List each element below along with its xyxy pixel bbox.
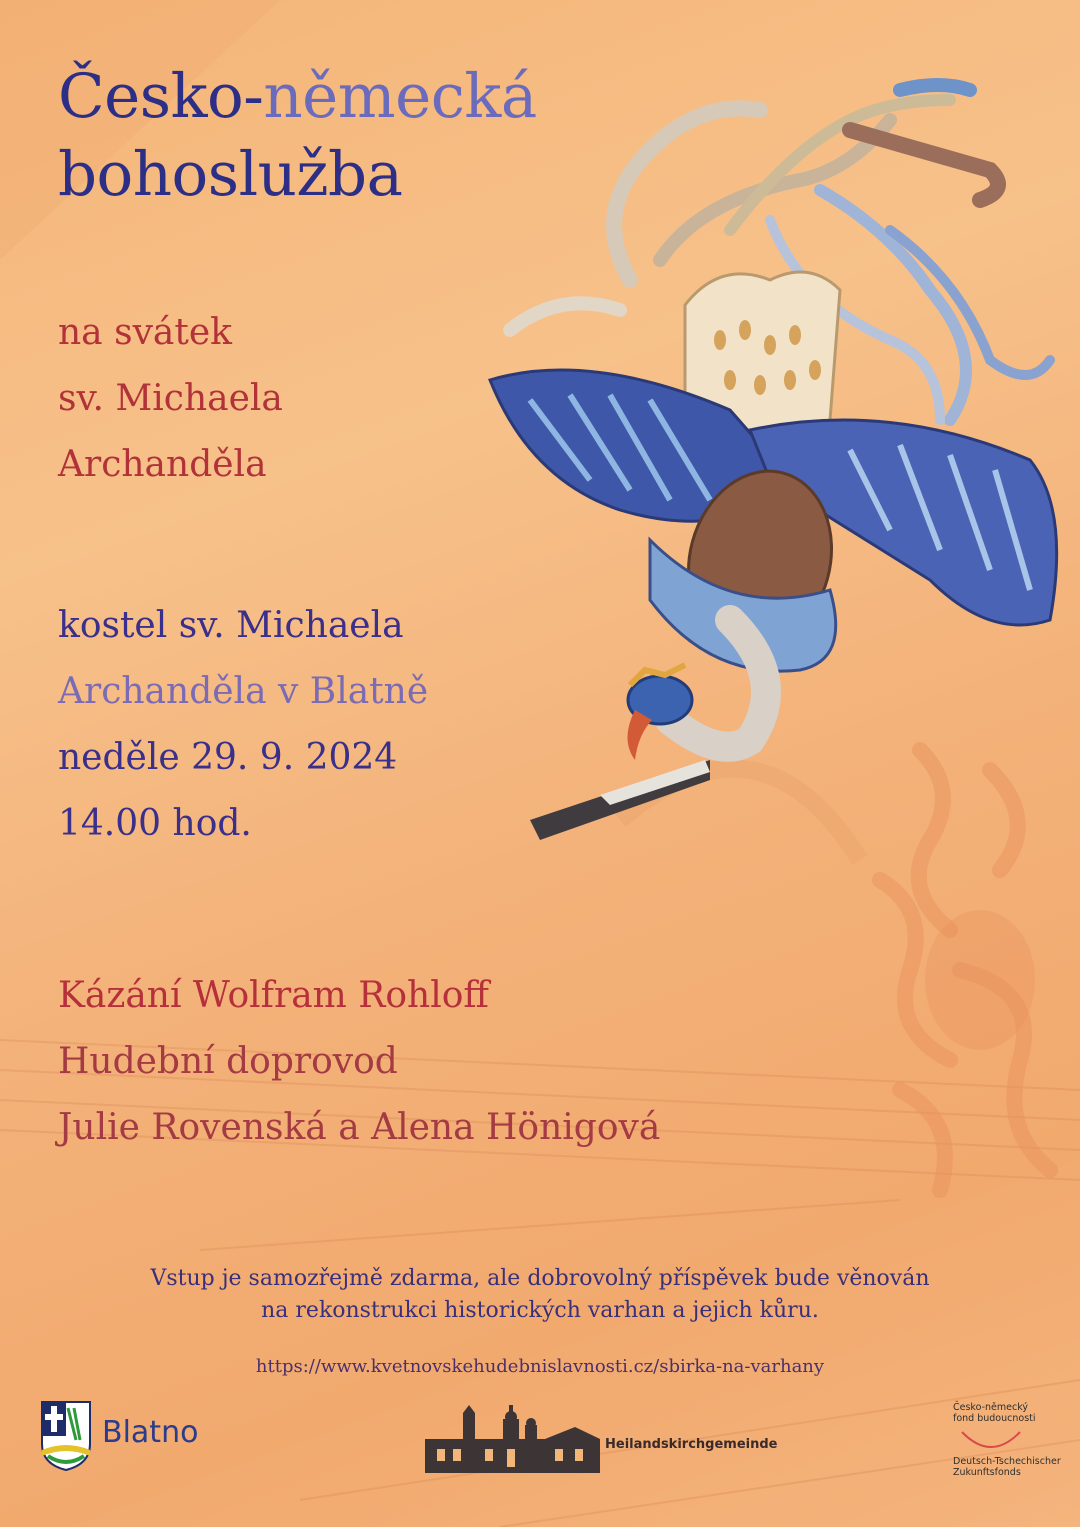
- event-time: 14.00 hod.: [58, 803, 252, 844]
- fund-de-line1: Deutsch-Tschechischer: [953, 1456, 1061, 1467]
- credits-line3: Julie Rovenská a Alena Hönigová: [58, 1107, 661, 1148]
- page-title: [58, 58, 537, 214]
- feast-line1: na svátek: [58, 312, 232, 353]
- fund-label-de: [953, 1456, 1073, 1478]
- venue-line1: kostel sv. Michaela: [58, 605, 404, 646]
- title-line2: bohoslužba: [58, 139, 403, 210]
- donation-link[interactable]: https://www.kvetnovskehudebnislavnosti.cz/sbirka-na-varhany: [255, 1356, 825, 1377]
- fund-label-cz: [953, 1402, 1063, 1424]
- credits-block: [58, 963, 660, 1161]
- credits-line2: Hudební doprovod: [58, 1041, 398, 1082]
- fund-de-line2: Zukunftsfonds: [953, 1467, 1021, 1478]
- eagle-painting: [470, 60, 1070, 860]
- donation-note: [40, 1263, 1040, 1327]
- blatno-coat-of-arms-icon: [40, 1400, 92, 1472]
- title-part1: Česko-: [58, 61, 264, 132]
- credits-line1: Kázání Wolfram Rohloff: [58, 975, 489, 1016]
- blatno-label: Blatno: [102, 1415, 199, 1450]
- feast-block: [58, 300, 283, 498]
- fund-cz-line2: fond budoucnosti: [953, 1413, 1036, 1424]
- church-silhouette-icon: [425, 1405, 600, 1473]
- event-date: neděle 29. 9. 2024: [58, 737, 398, 778]
- note-line2: na rekonstrukci historických varhan a jejich kůru.: [261, 1298, 819, 1323]
- fund-arc-icon: [958, 1428, 1024, 1454]
- event-block: [58, 593, 428, 857]
- feast-line3: Archanděla: [58, 444, 267, 485]
- title-part2: německá: [263, 61, 537, 132]
- fund-cz-line1: Česko-německý: [953, 1402, 1028, 1413]
- venue-line2: Archanděla v Blatně: [58, 671, 429, 712]
- note-line1: Vstup je samozřejmě zdarma, ale dobrovolný příspěvek bude věnován: [150, 1266, 930, 1291]
- feast-line2: sv. Michaela: [58, 378, 283, 419]
- church-label: Heilandskirchgemeinde: [605, 1437, 778, 1452]
